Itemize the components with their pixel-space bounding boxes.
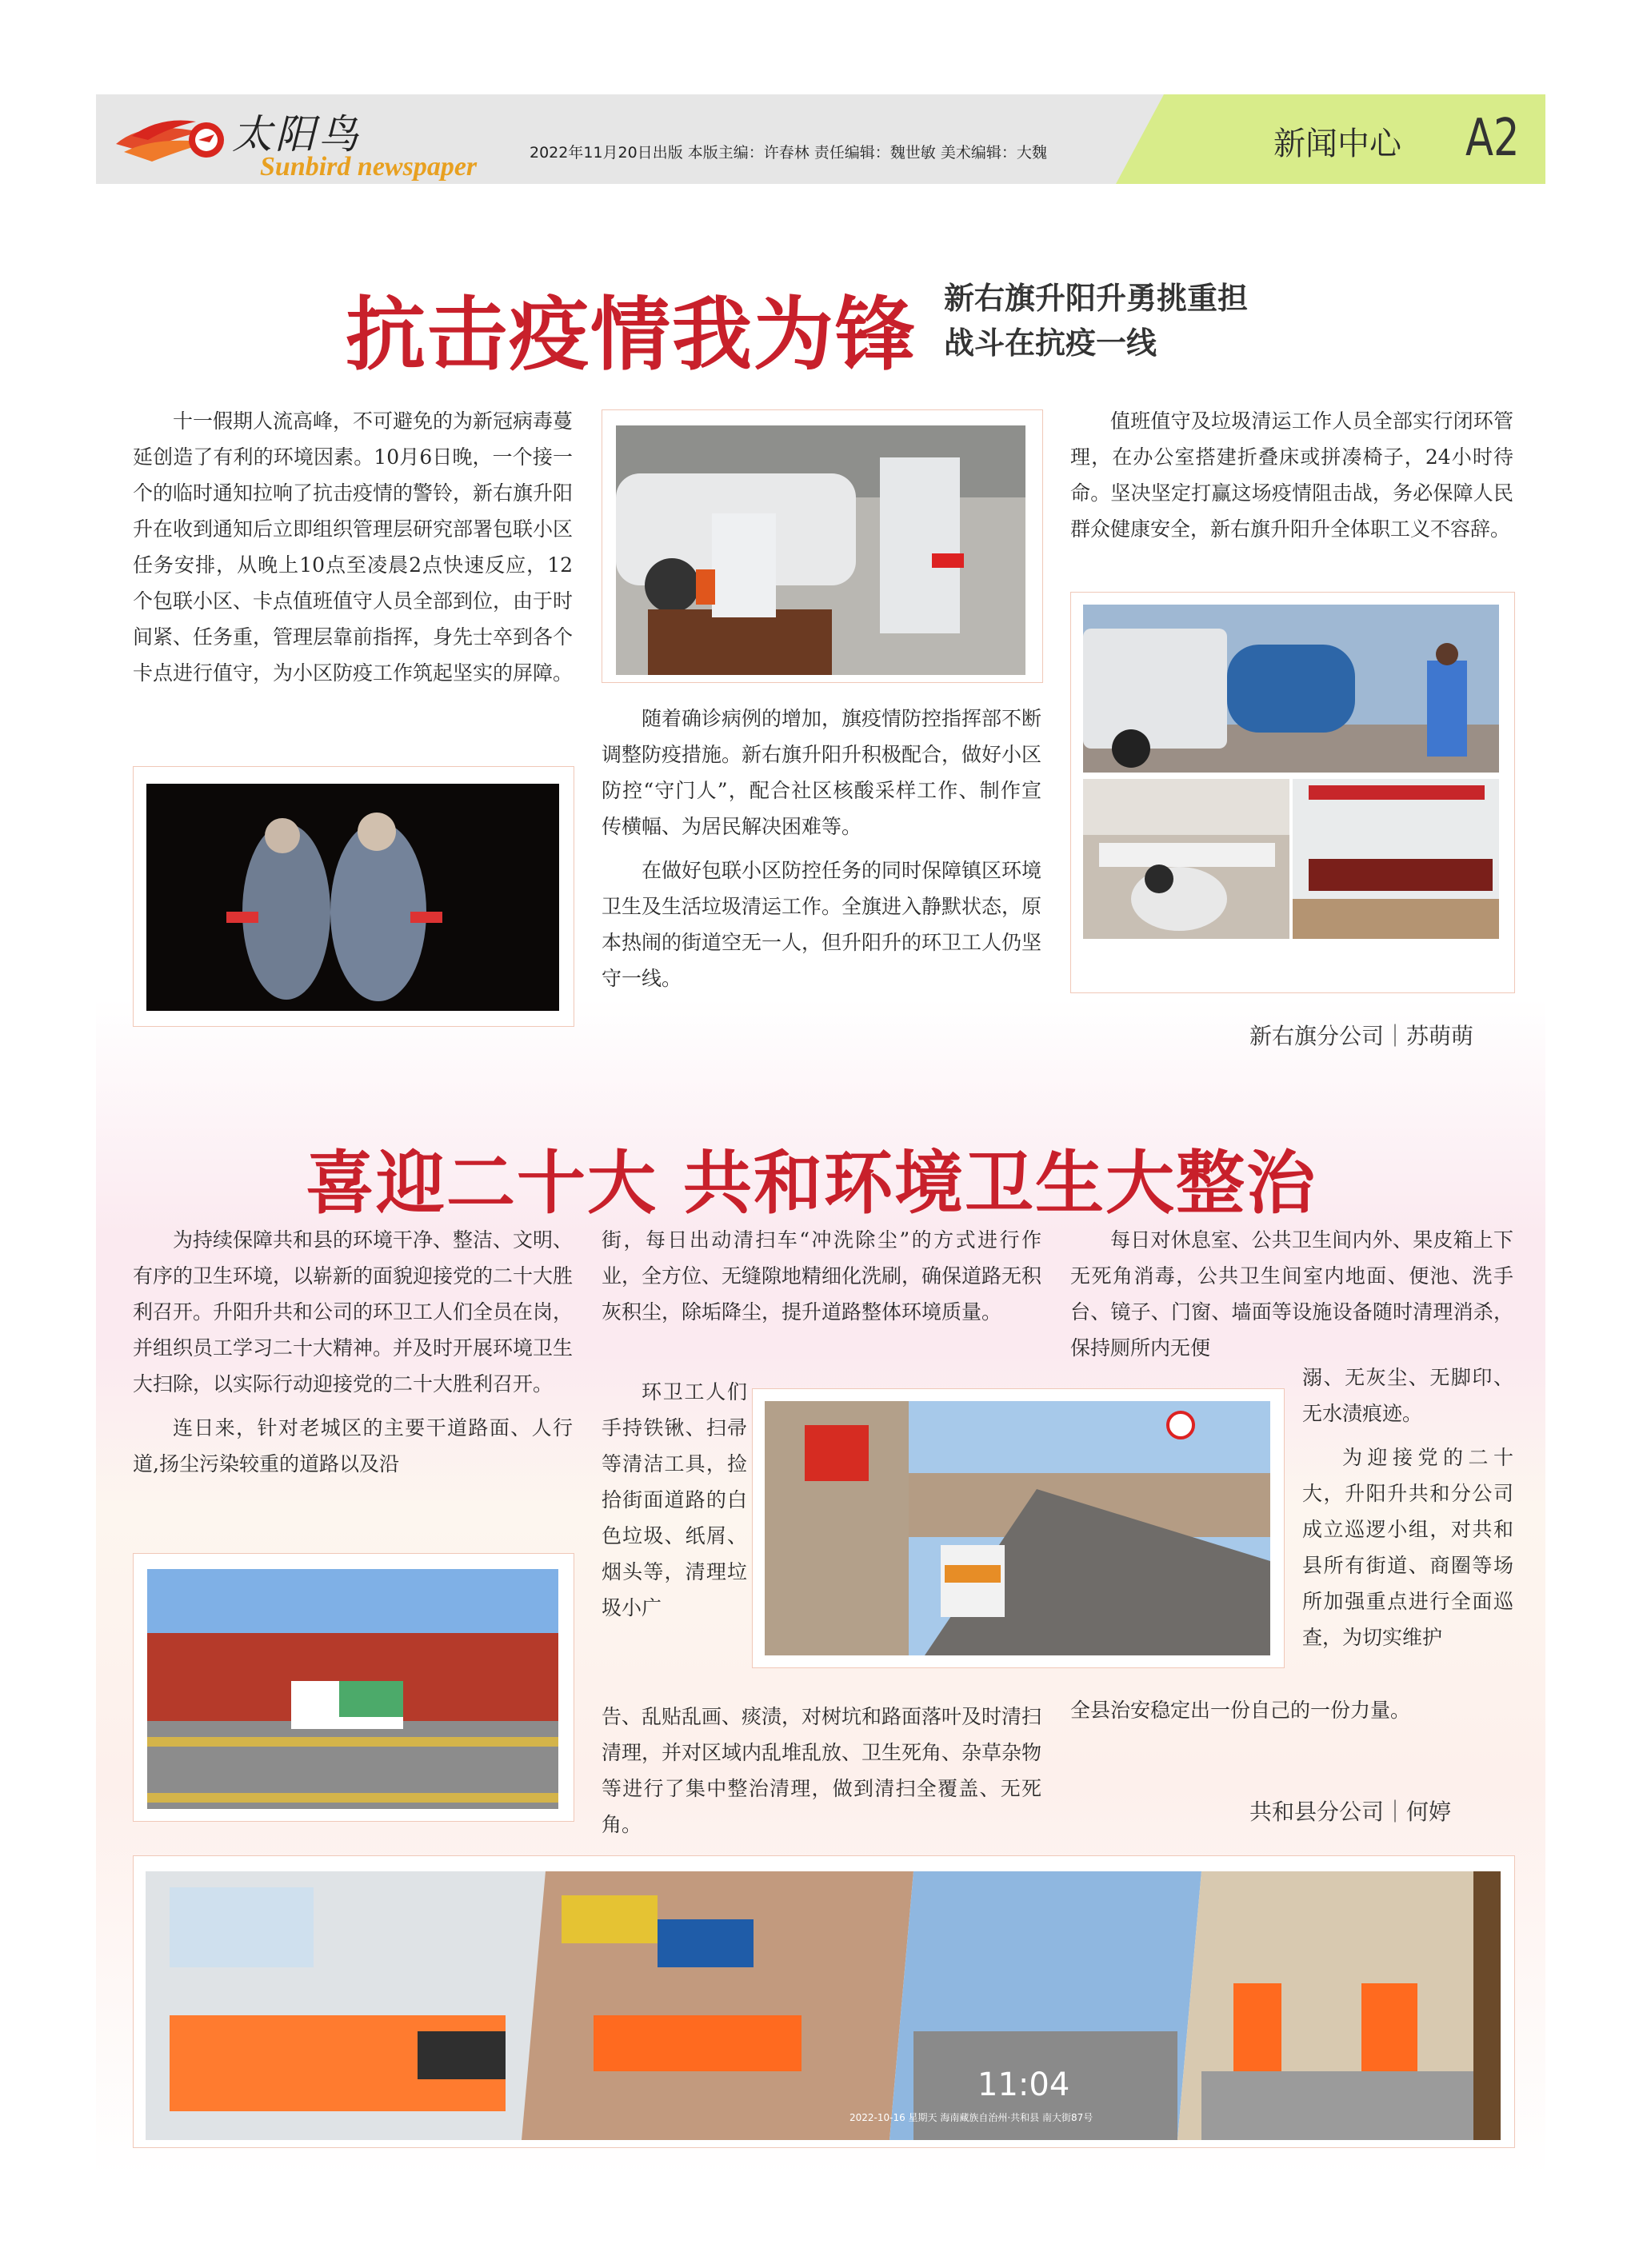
- article2-paragraph: 为持续保障共和县的环境干净、整洁、文明、有序的卫生环境，以崭新的面貌迎接党的二十大胜利召开。升阳升共和公司的环卫工人们全员在岗，并组织员工学习二十大精神。并及时开展环境卫生大扫除，以实际行动迎接党的二十大胜利召开。: [133, 1228, 574, 1396]
- page-number: A2: [1465, 109, 1520, 168]
- article2-column-2-wrap: [602, 1374, 747, 1626]
- sanitation-spray-photo: [1083, 605, 1499, 773]
- article2-column-3-wrap: [1302, 1360, 1513, 1655]
- newspaper-logo-text: 太阳鸟: [232, 111, 362, 158]
- article1-paragraph: 在做好包联小区防控任务的同时保障镇区环境卫生及生活垃圾清运工作。全旗进入静默状态，原本热闹的街道空无一人，但升阳升的环卫工人仍坚守一线。: [602, 859, 1042, 990]
- meeting-room-photo: [1293, 779, 1499, 939]
- article2-column-2-cont: [602, 1699, 1041, 1843]
- testing-station-photo: [616, 425, 1025, 675]
- newspaper-logo-english: Sunbird newspaper: [260, 152, 478, 182]
- section-name: 新闻中心: [1273, 126, 1401, 162]
- article1-column-1: [133, 403, 573, 691]
- office-rest-photo: [1083, 779, 1289, 939]
- article2-column-1: [133, 1222, 573, 1482]
- article1-headline: 抗击疫情我为锋: [346, 288, 917, 381]
- night-guards-photo: [146, 784, 559, 1011]
- article2-byline: 共和县分公司｜何婷: [1249, 1799, 1452, 1825]
- sunbird-logo-icon: [112, 104, 232, 176]
- article2-headline: 喜迎二十大 共和环境卫生大整治: [306, 1144, 1317, 1224]
- bottom-photo-strip: [146, 1871, 1501, 2140]
- article2-paragraph: 每日对休息室、公共卫生间内外、果皮箱上下无死角消毒，公共卫生间室内地面、便池、洗手台、镜子、门窗、墙面等设施设备随时清理消杀，保持厕所内无便: [1070, 1228, 1513, 1360]
- article1-paragraph: 随着确诊病例的增加，旗疫情防控指挥部不断调整防疫措施。新右旗升阳升积极配合，做好小区防控“守门人”，配合社区核酸采样工作、制作宣传横幅、为居民解决困难等。: [602, 707, 1042, 838]
- edition-info: 2022年11月20日出版 本版主编：许春林 责任编辑：魏世敏 美术编辑：大魏: [530, 144, 1047, 162]
- article1-paragraph: 值班值守及垃圾清运工作人员全部实行闭环管理，在办公室搭建折叠床或拼凑椅子，24小时待命。坚决坚定打赢这场疫情阻击战，务必保障人民群众健康安全，新右旗升阳升全体职工义不容辞。: [1070, 409, 1513, 541]
- article2-paragraph: 告、乱贴乱画、痰渍，对树坑和路面落叶及时清扫清理，并对区域内乱堆乱放、卫生死角、杂草杂物等进行了集中整治清理，做到清扫全覆盖、无死角。: [602, 1705, 1042, 1836]
- article2-paragraph: 街，每日出动清扫车“冲洗除尘”的方式进行作业，全方位、无缝隙地精细化洗刷，确保道路无积灰积尘，除垢降尘，提升道路整体环境质量。: [602, 1228, 1042, 1324]
- article2-paragraph: 全县治安稳定出一份自己的一份力量。: [1070, 1699, 1411, 1722]
- article1-byline: 新右旗分公司｜苏萌萌: [1249, 1023, 1474, 1049]
- article2-column-2: [602, 1222, 1041, 1330]
- article1-subheadline-2: 战斗在抗疫一线: [944, 325, 1157, 361]
- article2-paragraph: 为迎接党的二十大，升阳升共和分公司成立巡逻小组，对共和县所有街道、商圈等场所加强重点进行全面巡查，为切实维护: [1302, 1446, 1513, 1649]
- photo-caption: 2022-10-16 星期天 海南藏族自治州·共和县 南大街87号: [849, 2112, 1093, 2123]
- article2-column-3-cont: [1070, 1692, 1513, 1728]
- photo-timestamp: 11:04: [977, 2066, 1070, 2103]
- article2-paragraph: 溺、无灰尘、无脚印、无水渍痕迹。: [1302, 1366, 1513, 1425]
- article2-paragraph: 连日来，针对老城区的主要干道路面、人行道,扬尘污染较重的道路以及沿: [133, 1416, 573, 1475]
- article2-paragraph: 环卫工人们手持铁锹、扫帚等清洁工具，捡拾街面道路的白色垃圾、纸屑、烟头等，清理垃圾小广: [602, 1380, 747, 1619]
- article1-paragraph: 十一假期人流高峰，不可避免的为新冠病毒蔓延创造了有利的环境因素。10月6日晚，一个接一个的临时通知拉响了抗击疫情的警铃，新右旗升阳升在收到通知后立即组织管理层研究部署包联小区任务安排，从晚上10点至凌晨2点快速反应，12个包联小区、卡点值班值守人员全部到位，由于时间紧、任务重，管理层靠前指挥，身先士卒到各个卡点进行值守，为小区防疫工作筑起坚实的屏障。: [133, 409, 574, 685]
- road-cleaning-truck-photo: [765, 1401, 1270, 1655]
- street-sweeper-photo: [147, 1569, 558, 1809]
- article1-subheadline-1: 新右旗升阳升勇挑重担: [944, 281, 1249, 316]
- article1-column-2: [602, 701, 1041, 996]
- article1-column-3: [1070, 403, 1513, 547]
- article2-column-3: [1070, 1222, 1513, 1366]
